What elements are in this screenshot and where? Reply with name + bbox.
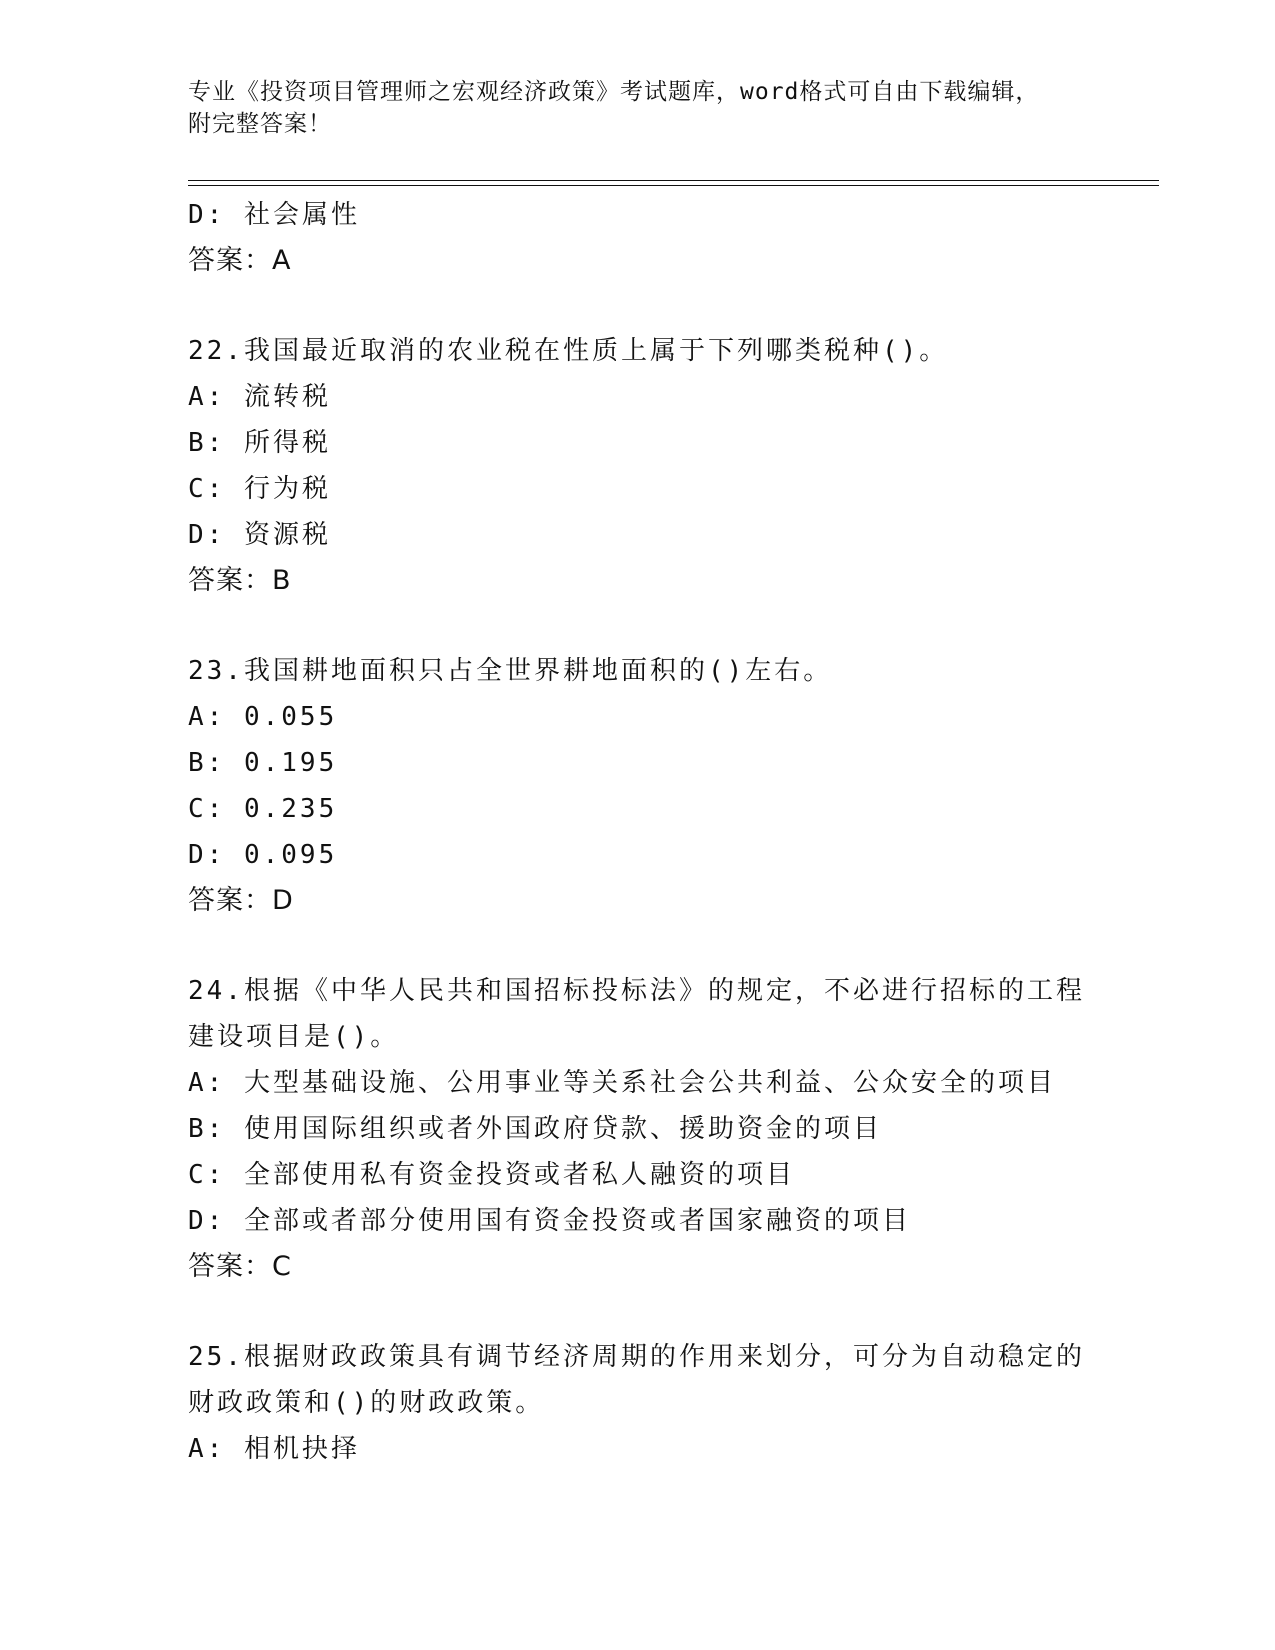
header-divider-bottom — [188, 185, 1159, 186]
question-block-21 — [188, 192, 1088, 284]
option-b: B: 0.195 — [188, 748, 338, 778]
question-block-24 — [188, 968, 1088, 1290]
question-block-22 — [188, 328, 1088, 604]
question-text-line-1: 25.根据财政政策具有调节经济周期的作用来划分，可分为自动稳定的 — [188, 1342, 1085, 1372]
header-line-1: 专业《投资项目管理师之宏观经济政策》考试题库，word格式可自由下载编辑， — [188, 79, 1040, 105]
option-d: D: 全部或者部分使用国有资金投资或者国家融资的项目 — [188, 1206, 911, 1236]
question-list — [188, 192, 1088, 1472]
option-a: A: 0.055 — [188, 702, 338, 732]
header-line-2: 附完整答案！ — [188, 111, 332, 137]
question-text-line-1: 24.根据《中华人民共和国招标投标法》的规定，不必进行招标的工程 — [188, 976, 1085, 1006]
option-d: D: 社会属性 — [188, 200, 360, 230]
answer-line: 答案：A — [188, 245, 292, 276]
question-text-line-2: 建设项目是()。 — [188, 1022, 400, 1052]
question-text: 22.我国最近取消的农业税在性质上属于下列哪类税种()。 — [188, 336, 949, 366]
answer-line: 答案：D — [188, 885, 294, 916]
question-block-25 — [188, 1334, 1088, 1472]
option-d: D: 资源税 — [188, 520, 331, 550]
option-c: C: 0.235 — [188, 794, 338, 824]
answer-line: 答案：B — [188, 565, 292, 596]
answer-line: 答案：C — [188, 1251, 292, 1282]
option-d: D: 0.095 — [188, 840, 338, 870]
option-c: C: 全部使用私有资金投资或者私人融资的项目 — [188, 1160, 795, 1190]
question-text-line-2: 财政政策和()的财政政策。 — [188, 1388, 545, 1418]
document-header — [188, 76, 1088, 140]
option-a: A: 流转税 — [188, 382, 331, 412]
question-text: 23.我国耕地面积只占全世界耕地面积的()左右。 — [188, 656, 833, 686]
option-b: B: 所得税 — [188, 428, 331, 458]
option-a: A: 相机抉择 — [188, 1434, 360, 1464]
option-c: C: 行为税 — [188, 474, 331, 504]
question-block-23 — [188, 648, 1088, 924]
header-divider-top — [188, 180, 1159, 181]
option-a: A: 大型基础设施、公用事业等关系社会公共利益、公众安全的项目 — [188, 1068, 1056, 1098]
option-b: B: 使用国际组织或者外国政府贷款、援助资金的项目 — [188, 1114, 882, 1144]
